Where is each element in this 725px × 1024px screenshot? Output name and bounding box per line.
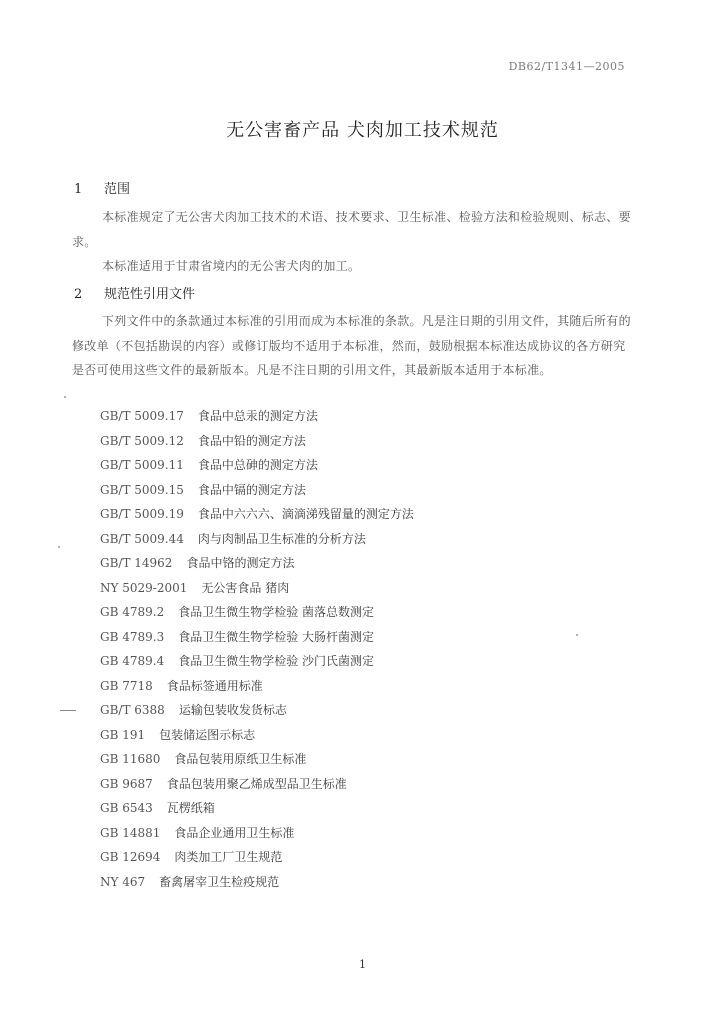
reference-code: GB 14881 — [100, 825, 161, 840]
list-item — [100, 551, 414, 576]
list-item — [100, 772, 414, 797]
list-item — [100, 453, 414, 478]
reference-code: GB 6543 — [100, 801, 153, 815]
list-item — [100, 404, 414, 429]
reference-list — [100, 404, 414, 894]
reference-code: GB/T 5009.17 — [100, 409, 184, 423]
reference-code: GB/T 5009.44 — [100, 531, 184, 546]
reference-code: GB 11680 — [100, 752, 161, 766]
reference-code: GB 4789.3 — [100, 629, 165, 644]
section-heading-scope — [74, 178, 130, 197]
scan-speck — [58, 546, 60, 548]
reference-code: GB/T 5009.12 — [100, 433, 184, 448]
list-item — [100, 600, 414, 625]
reference-name: 食品卫生微生物学检验 沙门氏菌测定 — [178, 654, 375, 668]
reference-code: GB 4789.4 — [100, 654, 165, 668]
scan-speck — [64, 396, 66, 398]
reference-name: 食品卫生微生物学检验 菌落总数测定 — [178, 605, 375, 619]
reference-name: 肉与肉制品卫生标准的分析方法 — [197, 531, 366, 546]
reference-code: GB/T 5009.15 — [100, 482, 184, 497]
list-item — [100, 527, 414, 552]
reference-name: 包装储运图示标志 — [159, 727, 256, 742]
reference-code: GB 12694 — [100, 850, 161, 864]
list-item — [100, 649, 414, 674]
reference-code: GB 4789.2 — [100, 605, 165, 619]
list-item — [100, 698, 414, 723]
reference-code: NY 5029-2001 — [100, 580, 188, 595]
reference-code: GB/T 6388 — [100, 703, 165, 717]
reference-name: 食品企业通用卫生标准 — [174, 825, 295, 840]
reference-name: 食品标签通用标准 — [166, 678, 263, 693]
reference-code: GB 7718 — [100, 678, 153, 693]
reference-code: GB/T 5009.19 — [100, 507, 184, 521]
list-item — [100, 502, 414, 527]
reference-code: NY 467 — [100, 874, 146, 889]
scan-speck — [576, 634, 578, 636]
section-heading-normative-references — [74, 283, 195, 302]
section-number: 2 — [74, 287, 83, 302]
reference-name: 食品中铅的测定方法 — [197, 433, 306, 448]
document-title: 无公害畜产品 犬肉加工技术规范 — [226, 120, 499, 141]
paragraph: 本标准规定了无公害犬肉加工技术的术语、技术要求、卫生标准、检验方法和检验规则、标志、要求。 — [72, 210, 631, 249]
list-item — [100, 845, 414, 870]
reference-name: 肉类加工厂卫生规范 — [174, 850, 283, 864]
list-item — [100, 747, 414, 772]
reference-name: 运输包装收发货标志 — [178, 703, 287, 717]
reference-code: GB 191 — [100, 727, 146, 742]
reference-name: 瓦楞纸箱 — [166, 801, 215, 815]
list-item — [100, 796, 414, 821]
reference-name: 食品中总砷的测定方法 — [197, 458, 318, 472]
reference-name: 无公害食品 猪肉 — [201, 580, 290, 595]
reference-name: 食品中铬的测定方法 — [186, 556, 295, 570]
reference-code: GB/T 5009.11 — [100, 458, 184, 472]
list-item — [100, 723, 414, 748]
list-item — [100, 429, 414, 454]
reference-name: 食品中六六六、滴滴涕残留量的测定方法 — [197, 507, 414, 521]
paragraph: 下列文件中的条款通过本标准的引用而成为本标准的条款。凡是注日期的引用文件，其随后所有的修改单（不包括勘误的内容）或修订版均不适用于本标准，然而，鼓励根据本标准达成协议的各方研究是否可使用这些文件的最新版本。凡是不注日期的引用文件，其最新版本适用于本标准。 — [72, 314, 631, 377]
section-title: 范围 — [104, 182, 131, 197]
list-item — [100, 821, 414, 846]
list-item — [100, 870, 414, 895]
scan-binding-mark — [60, 710, 76, 711]
list-item — [100, 576, 414, 601]
reference-code: GB/T 14962 — [100, 556, 173, 570]
paragraph: 本标准适用于甘肃省境内的无公害犬肉的加工。 — [102, 259, 361, 273]
reference-name: 畜禽屠宰卫生检疫规范 — [159, 874, 280, 889]
reference-name: 食品包装用原纸卫生标准 — [174, 752, 307, 766]
list-item — [100, 674, 414, 699]
page-number: 1 — [359, 958, 366, 971]
reference-name: 食品包装用聚乙烯成型品卫生标准 — [166, 776, 347, 791]
list-item — [100, 625, 414, 650]
standard-number: DB62/T1341—2005 — [508, 60, 625, 73]
list-item — [100, 478, 414, 503]
reference-code: GB 9687 — [100, 776, 153, 791]
reference-name: 食品卫生微生物学检验 大肠杆菌测定 — [178, 629, 375, 644]
section-title: 规范性引用文件 — [104, 287, 196, 302]
reference-name: 食品中总汞的测定方法 — [197, 409, 318, 423]
reference-name: 食品中镉的测定方法 — [197, 482, 306, 497]
section-number: 1 — [74, 182, 83, 197]
